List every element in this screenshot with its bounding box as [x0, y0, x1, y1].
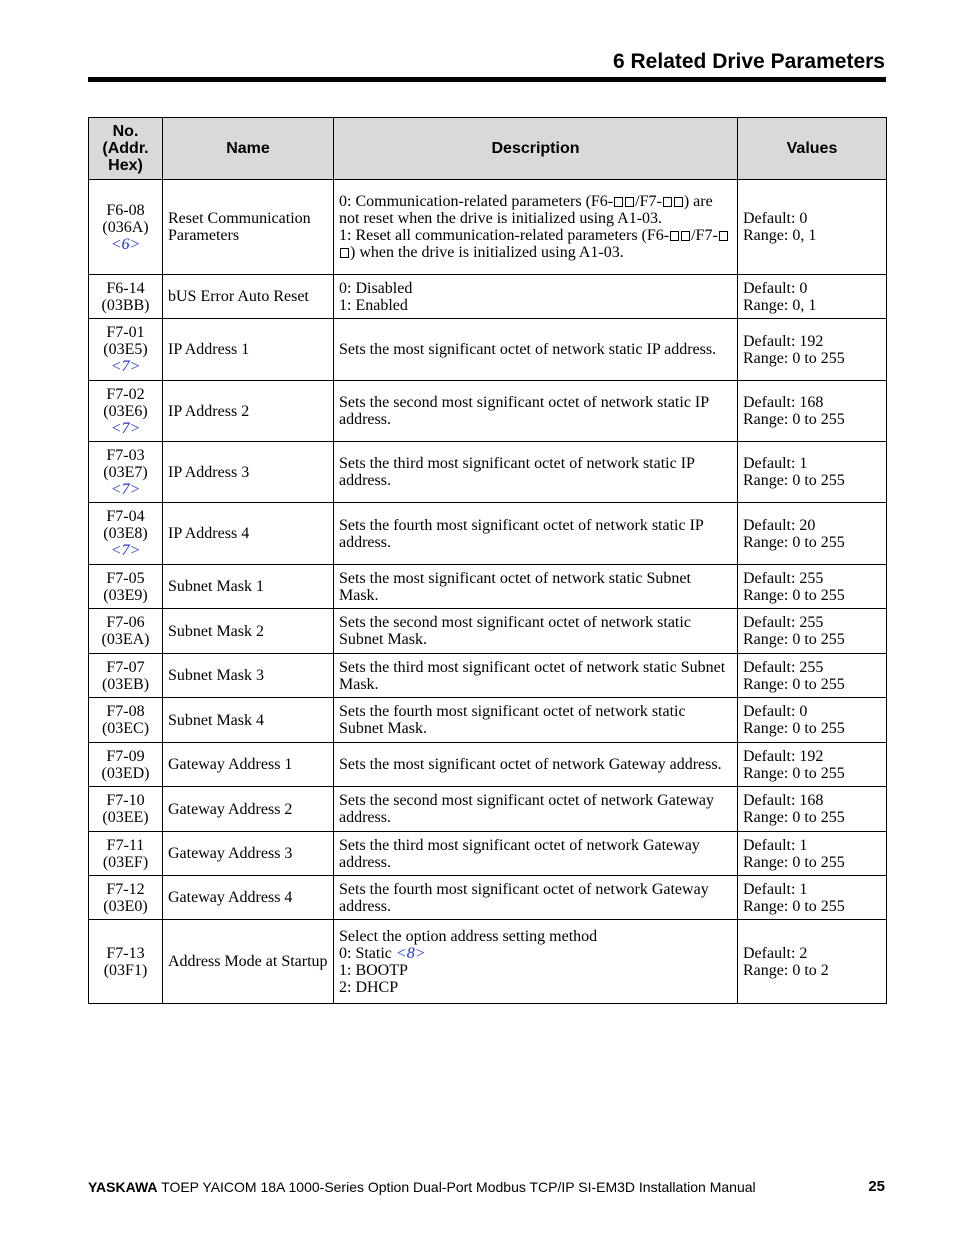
parameter-name: Subnet Mask 4	[163, 698, 334, 743]
footnote-reference-link[interactable]: <7>	[110, 358, 141, 375]
parameter-name: Gateway Address 1	[163, 743, 334, 787]
parameter-number: F7-05 (03E9)	[89, 565, 163, 609]
parameter-name: Subnet Mask 1	[163, 565, 334, 609]
parameter-values: Default: 168 Range: 0 to 255	[738, 787, 887, 832]
parameter-description: Sets the third most significant octet of network Gateway address.	[334, 832, 738, 876]
parameter-number: F7-11 (03EF)	[89, 832, 163, 876]
parameter-name: IP Address 3	[163, 442, 334, 503]
table-row	[89, 503, 887, 565]
parameter-values: Default: 2 Range: 0 to 2	[738, 920, 887, 1004]
parameter-number: F7-07 (03EB)	[89, 654, 163, 698]
parameter-name: Gateway Address 3	[163, 832, 334, 876]
parameter-number: F6-08 (036A) <6>	[89, 180, 163, 275]
parameter-number: F7-06 (03EA)	[89, 609, 163, 654]
parameter-name: Subnet Mask 2	[163, 609, 334, 654]
parameter-description: Sets the fourth most significant octet of network static Subnet Mask.	[334, 698, 738, 743]
parameter-description: 0: Disabled 1: Enabled	[334, 275, 738, 319]
parameter-values: Default: 192 Range: 0 to 255	[738, 743, 887, 787]
table-row	[89, 319, 887, 381]
parameter-description: Sets the second most significant octet of network Gateway address.	[334, 787, 738, 832]
table-row	[89, 565, 887, 609]
parameter-values: Default: 0 Range: 0, 1	[738, 275, 887, 319]
parameter-values: Default: 0 Range: 0 to 255	[738, 698, 887, 743]
column-header-description: Description	[334, 118, 738, 180]
page-number: 25	[868, 1178, 885, 1195]
parameter-number: F7-03 (03E7) <7>	[89, 442, 163, 503]
parameter-values: Default: 1 Range: 0 to 255	[738, 832, 887, 876]
footnote-reference-link[interactable]: <6>	[110, 235, 141, 253]
parameters-table	[88, 117, 887, 1004]
parameter-name: Subnet Mask 3	[163, 654, 334, 698]
table-row	[89, 180, 887, 275]
parameter-description: Sets the fourth most significant octet of network static IP address.	[334, 503, 738, 565]
parameter-number: F7-02 (03E6) <7>	[89, 381, 163, 442]
parameter-name: Gateway Address 4	[163, 876, 334, 920]
parameter-description: Sets the most significant octet of network Gateway address.	[334, 743, 738, 787]
table-row	[89, 698, 887, 743]
parameter-description: Sets the most significant octet of network static IP address.	[334, 319, 738, 381]
parameter-values: Default: 1 Range: 0 to 255	[738, 876, 887, 920]
parameter-number: F6-14 (03BB)	[89, 275, 163, 319]
parameter-name: Reset Communication Parameters	[163, 180, 334, 275]
parameter-description: 0: Communication-related parameters (F6- /F7- ) are not reset when the drive is initialized using A1-03. 1: Reset all communication-related parameters (F6- /F7-) when the drive is initialized using A1-03.	[334, 180, 738, 275]
parameter-description: Sets the second most significant octet of network static IP address.	[334, 381, 738, 442]
table-row	[89, 654, 887, 698]
column-header-values: Values	[738, 118, 887, 180]
column-header-no: No. (Addr. Hex)	[89, 118, 163, 180]
parameter-number: F7-09 (03ED)	[89, 743, 163, 787]
parameter-values: Default: 168 Range: 0 to 255	[738, 381, 887, 442]
parameter-values: Default: 20 Range: 0 to 255	[738, 503, 887, 565]
parameter-number: F7-12 (03E0)	[89, 876, 163, 920]
table-row	[89, 275, 887, 319]
parameter-number: F7-01 (03E5) <7>	[89, 319, 163, 381]
parameter-values: Default: 255 Range: 0 to 255	[738, 565, 887, 609]
table-row	[89, 787, 887, 832]
parameter-number: F7-10 (03EE)	[89, 787, 163, 832]
parameter-name: Address Mode at Startup	[163, 920, 334, 1004]
parameter-name: IP Address 1	[163, 319, 334, 381]
parameter-description: Select the option address setting method 0: Static <8> 1: BOOTP 2: DHCP	[334, 920, 738, 1004]
parameter-name: IP Address 4	[163, 503, 334, 565]
table-row	[89, 609, 887, 654]
parameter-description: Sets the second most significant octet of network static Subnet Mask.	[334, 609, 738, 654]
parameter-description: Sets the third most significant octet of network static IP address.	[334, 442, 738, 503]
footnote-reference-link[interactable]: <7>	[110, 542, 141, 559]
parameter-values: Default: 255 Range: 0 to 255	[738, 654, 887, 698]
table-row	[89, 442, 887, 503]
table-row	[89, 920, 887, 1004]
parameter-values: Default: 255 Range: 0 to 255	[738, 609, 887, 654]
footer-brand: YASKAWA	[88, 1179, 158, 1195]
column-header-name: Name	[163, 118, 334, 180]
table-row	[89, 876, 887, 920]
title-rule	[88, 77, 886, 82]
parameter-name: bUS Error Auto Reset	[163, 275, 334, 319]
section-title: 6 Related Drive Parameters	[613, 50, 885, 73]
footer-manual-title: TOEP YAICOM 18A 1000-Series Option Dual-Port Modbus TCP/IP SI-EM3D Installation Manual	[157, 1179, 756, 1195]
parameter-number: F7-13 (03F1)	[89, 920, 163, 1004]
parameter-description: Sets the most significant octet of network static Subnet Mask.	[334, 565, 738, 609]
footnote-reference-link[interactable]: <7>	[110, 419, 141, 437]
parameter-values: Default: 192 Range: 0 to 255	[738, 319, 887, 381]
table-row	[89, 743, 887, 787]
parameter-values: Default: 0 Range: 0, 1	[738, 180, 887, 275]
parameter-number: F7-04 (03E8) <7>	[89, 503, 163, 565]
parameter-name: IP Address 2	[163, 381, 334, 442]
table-row	[89, 381, 887, 442]
table-row	[89, 832, 887, 876]
parameter-values: Default: 1 Range: 0 to 255	[738, 442, 887, 503]
footer	[88, 1179, 756, 1195]
table-header-row	[89, 118, 887, 180]
parameter-number: F7-08 (03EC)	[89, 698, 163, 743]
parameter-description: Sets the fourth most significant octet of network Gateway address.	[334, 876, 738, 920]
parameter-name: Gateway Address 2	[163, 787, 334, 832]
parameter-description: Sets the third most significant octet of network static Subnet Mask.	[334, 654, 738, 698]
footnote-reference-link[interactable]: <7>	[110, 480, 141, 498]
